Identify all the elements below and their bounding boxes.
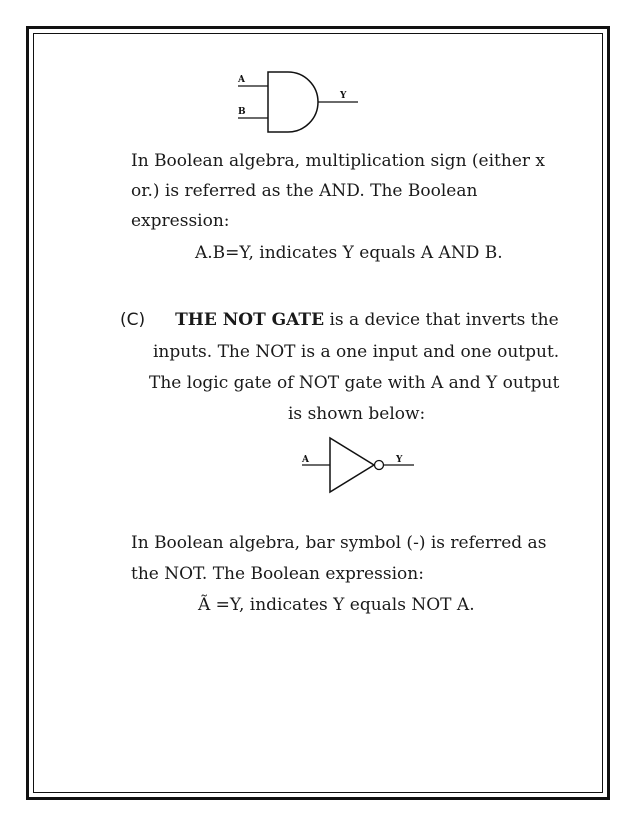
not-gate-triangle: [330, 438, 374, 492]
section-label-c: (C): [120, 310, 146, 330]
not-gate-bubble: [375, 461, 384, 470]
not-expression-line-2: the NOT. The Boolean expression:: [131, 564, 424, 584]
not-gate-title: THE NOT GATE: [175, 310, 325, 330]
not-gate-diagram: [296, 436, 420, 496]
not-gate-input-label: A: [302, 455, 309, 465]
and-text-line-2: or.) is referred as the AND. The Boolean: [131, 181, 478, 201]
and-gate-output-label: Y: [340, 91, 347, 101]
not-expression: Ã =Y, indicates Y equals NOT A.: [198, 595, 475, 615]
not-heading-rest: is a device that inverts the: [324, 310, 559, 330]
not-expression-line-1: In Boolean algebra, bar symbol (-) is referred as: [131, 533, 547, 553]
and-gate-input-b-label: B: [238, 107, 246, 117]
and-gate-input-a-label: A: [238, 75, 245, 85]
not-gate-output-label: Y: [396, 455, 403, 465]
and-text-line-1: In Boolean algebra, multiplication sign (either x: [131, 151, 546, 171]
and-gate-body: [268, 72, 318, 132]
not-text-line-3: The logic gate of NOT gate with A and Y output: [149, 373, 560, 393]
and-gate-diagram: [232, 68, 362, 134]
not-text-line-4: is shown below:: [288, 404, 426, 424]
and-text-line-3: expression:: [131, 211, 230, 231]
not-text-line-2: inputs. The NOT is a one input and one output.: [153, 342, 560, 362]
not-heading-line: [120, 309, 559, 331]
and-expression: A.B=Y, indicates Y equals A AND B.: [195, 243, 503, 263]
